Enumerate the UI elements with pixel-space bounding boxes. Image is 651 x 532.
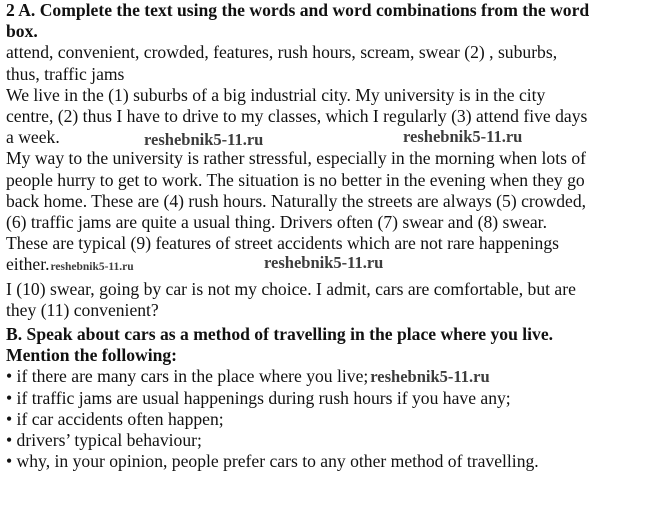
text-line-10: I (10) swear, going by car is not my choice. I admit, cars are comfortable, but are <box>6 278 576 299</box>
word-box-line-2: thus, traffic jams <box>6 63 125 84</box>
text-line-8: These are typical (9) features of street accidents which are not rare happenings <box>6 233 559 254</box>
text-line-2: centre, (2) thus I have to drive to my classes, which I regularly (3) attend five days <box>6 106 588 127</box>
bullet-item-2: • if traffic jams are usual happenings during rush hours if you have any; <box>6 387 511 408</box>
bullet-item-3: • if car accidents often happen; <box>6 408 224 429</box>
text-line-3 <box>6 127 648 148</box>
watermark-2: reshebnik5-11.ru <box>403 127 523 147</box>
section-a-heading-line-2: box. <box>6 21 38 42</box>
text-line-11: they (11) convenient? <box>6 299 159 320</box>
word-box-line-1: attend, convenient, crowded, features, rush hours, scream, swear (2) , suburbs, <box>6 42 558 63</box>
section-a-heading-line-1: 2 A. Complete the text using the words and word combinations from the word <box>6 0 590 20</box>
watermark-1: reshebnik5-11.ru <box>144 130 264 150</box>
section-b-heading-line-2: Mention the following: <box>6 345 178 366</box>
exercise-page <box>6 0 648 472</box>
text-line-7: (6) traffic jams are quite a usual thing. Drivers often (7) swear and (8) swear. <box>6 212 547 233</box>
bullet-item-1-text: • if there are many cars in the place where you live; <box>6 366 369 387</box>
text-line-4: My way to the university is rather stressful, especially in the morning when lots of <box>6 148 586 169</box>
watermark-5: reshebnik5-11.ru <box>370 367 490 387</box>
section-b-heading-line-1: B. Speak about cars as a method of travelling in the place where you live. <box>6 324 554 345</box>
text-line-9 <box>6 254 648 278</box>
text-line-9-text: either. <box>6 254 50 275</box>
watermark-3: reshebnik5-11.ru <box>50 261 134 274</box>
text-line-3-text: a week. <box>6 127 60 148</box>
text-line-6: back home. These are (4) rush hours. Naturally the streets are always (5) crowded, <box>6 190 587 211</box>
watermark-4: reshebnik5-11.ru <box>264 253 384 273</box>
text-line-5: people hurry to get to work. The situation is no better in the evening when they go <box>6 169 585 190</box>
text-line-1: We live in the (1) suburbs of a big industrial city. My university is in the city <box>6 84 546 105</box>
bullet-item-5: • why, in your opinion, people prefer cars to any other method of travelling. <box>6 451 539 472</box>
bullet-item-4: • drivers’ typical behaviour; <box>6 430 202 451</box>
bullet-item-1 <box>6 366 648 387</box>
